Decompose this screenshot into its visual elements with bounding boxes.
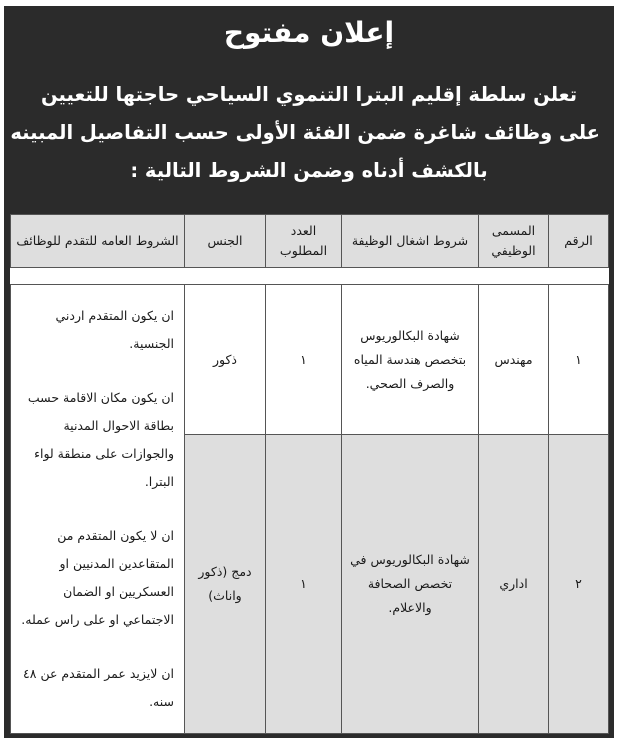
row2-gender: دمج (ذكور واناث)	[185, 435, 266, 734]
condition-item: ان لا يكون المتقدم من المتقاعدين المدنيين او العسكريين او الضمان الاجتماعي او على راس عمله.	[21, 528, 174, 627]
general-conditions-cell	[11, 285, 185, 734]
intro-line-3: بالكشف أدناه وضمن الشروط التالية :	[130, 159, 488, 182]
table-spacer	[11, 268, 609, 285]
row1-count: ١	[266, 285, 342, 435]
announcement-box	[4, 6, 614, 738]
condition-item: ان لايزيد عمر المتقدم عن ٤٨ سنه.	[23, 666, 174, 709]
header-general-conditions: الشروط العامه للتقدم للوظائف	[11, 215, 185, 268]
header-gender: الجنس	[185, 215, 266, 268]
condition-item: ان يكون المتقدم اردني الجنسية.	[55, 308, 174, 351]
row2-number: ٢	[549, 435, 609, 734]
intro-line-1: تعلن سلطة إقليم البترا التنموي السياحي حاجتها للتعيين	[40, 83, 578, 106]
row1-requirements: شهادة البكالوريوس بتخصص هندسة المياه والصرف الصحي.	[342, 285, 479, 435]
row1-number: ١	[549, 285, 609, 435]
announcement-intro	[10, 76, 600, 190]
row2-count: ١	[266, 435, 342, 734]
row2-requirements: شهادة البكالوريوس في تخصص الصحافة والاعلام.	[342, 435, 479, 734]
row1-job-title: مهندس	[479, 285, 549, 435]
jobs-table-wrapper	[10, 214, 608, 734]
header-number: الرقم	[549, 215, 609, 268]
announcement-title: إعلان مفتوح	[223, 16, 395, 49]
header-job-title: المسمى الوظيفي	[479, 215, 549, 268]
row1-gender: ذكور	[185, 285, 266, 435]
table-row	[11, 285, 609, 435]
intro-line-2: على وظائف شاغرة ضمن الفئة الأولى حسب التفاصيل المبينه	[10, 121, 600, 144]
header-count: العدد المطلوب	[266, 215, 342, 268]
table-header-row	[11, 215, 609, 268]
row2-job-title: اداري	[479, 435, 549, 734]
jobs-table	[10, 214, 609, 734]
condition-item: ان يكون مكان الاقامة حسب بطاقة الاحوال المدنية والجوازات على منطقة لواء البترا.	[27, 390, 174, 489]
header-requirements: شروط اشغال الوظيفة	[342, 215, 479, 268]
